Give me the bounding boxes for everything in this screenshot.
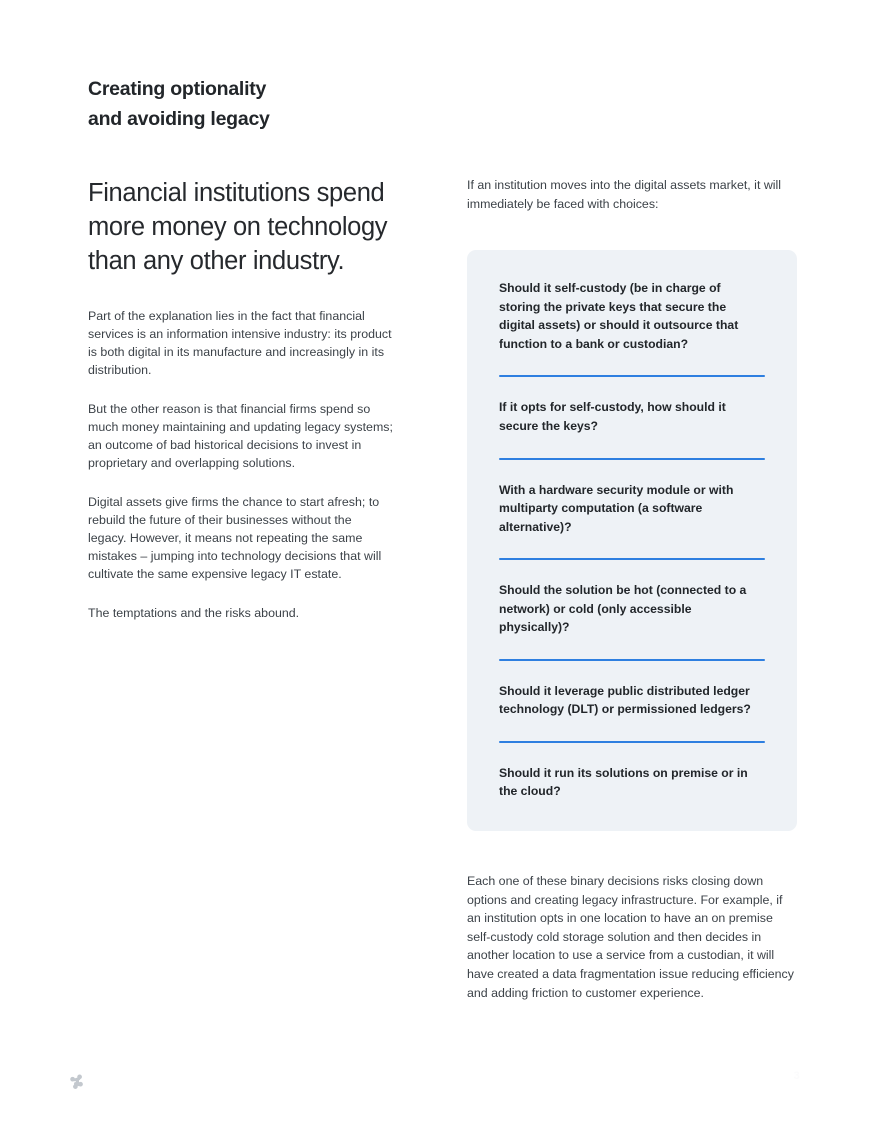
question-divider (499, 458, 765, 460)
question-item (499, 398, 765, 435)
question-item (499, 682, 765, 719)
question-divider (499, 375, 765, 377)
question-text: With a hardware security module or with multiparty computation (a software alternative)? (499, 482, 734, 534)
question-divider (499, 558, 765, 560)
question-item (499, 764, 765, 801)
question-item (499, 279, 765, 353)
questions-card (467, 250, 797, 831)
left-column (88, 74, 393, 623)
intro-paragraph: If an institution moves into the digital assets market, it will immediately be faced with choices: (467, 178, 782, 211)
body-paragraph-4: The temptations and the risks abound. (88, 605, 300, 620)
body-paragraph-3: Digital assets give firms the chance to start afresh; to rebuild the future of their businesses without the legacy. However, it means not repeating the same mistakes – jumping into technology decisions that will cultivate the same expensive legacy IT estate. (88, 495, 382, 581)
section-title-line-2: and avoiding legacy (88, 108, 270, 131)
ripple-pinwheel-logo (68, 1073, 86, 1091)
body-paragraph-2: But the other reason is that financial firms spend so much money maintaining and updating legacy systems; an outcome of bad historical decisions to invest in proprietary and overlapping solutions. (88, 402, 393, 471)
question-text: Should the solution be hot (connected to a network) or cold (only accessible physically)? (499, 583, 747, 635)
question-text: Should it run its solutions on premise or in the cloud? (499, 765, 748, 799)
question-text: If it opts for self-custody, how should it secure the keys? (499, 400, 726, 433)
question-divider (499, 659, 765, 661)
question-item (499, 581, 765, 637)
body-paragraph-1: Part of the explanation lies in the fact that financial services is an information intensive industry: its product is both digital in its manufacture and increasingly in its distribution. (88, 309, 392, 378)
question-item (499, 481, 765, 537)
page-number: 3 (793, 1070, 800, 1082)
question-divider (499, 741, 765, 743)
question-text: Should it leverage public distributed ledger technology (DLT) or permissioned ledgers? (499, 683, 751, 717)
section-title (88, 74, 393, 134)
outro-paragraph: Each one of these binary decisions risks closing down options and creating legacy infrastructure. For example, if an institution opts in one location to have an on premise self-custody cold storage solution and then decides in another location to use a service from a custodian, it will have created a data fragmentation issue reducing efficiency and adding friction to customer experience. (467, 873, 794, 1000)
question-text: Should it self-custody (be in charge of storing the private keys that secure the digital assets) or should it outsource that function to a bank or custodian? (499, 281, 739, 351)
right-column (467, 176, 797, 1002)
section-title-line-1: Creating optionality (88, 78, 267, 100)
page-headline: Financial institutions spend more money on technology than any other industry. (88, 179, 388, 276)
